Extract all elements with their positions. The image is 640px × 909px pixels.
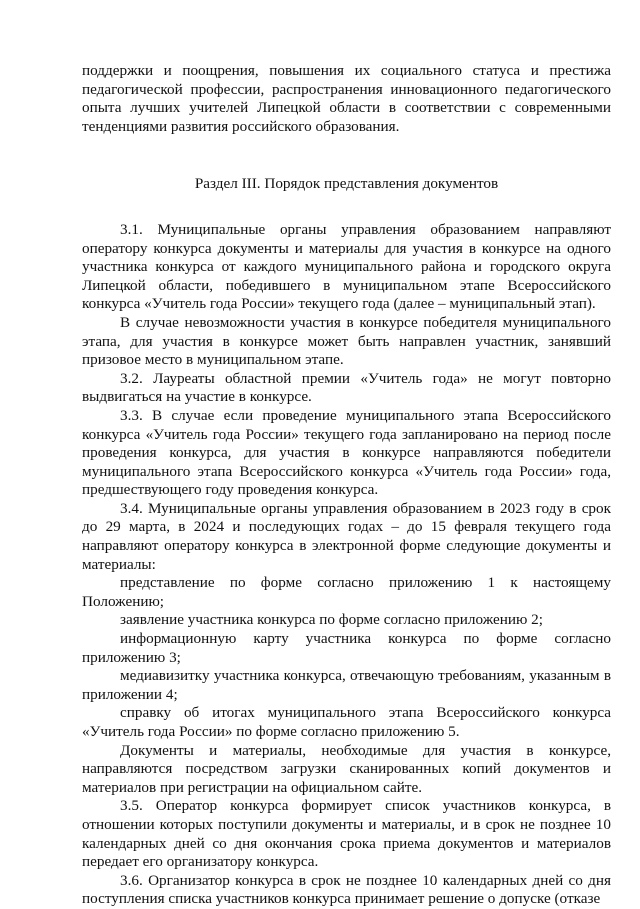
list-item-info-card: информационную карту участника конкурса по форме согласно приложению 3; xyxy=(82,630,611,666)
list-item-media-card: медиавизитку участника конкурса, отвечающую требованиям, указанным в приложении 4; xyxy=(82,667,611,703)
paragraph-3-3: 3.3. В случае если проведение муниципального этапа Всероссийского конкурса «Учитель года России» текущего года запланировано на период после проведения конкурса, для участия в конкурсе направляются победители муниципального этапа Всероссийского конкурса «Учитель года России» года, предшествующего году проведения конкурса. xyxy=(82,406,611,499)
list-item-application: заявление участника конкурса по форме согласно приложению 2; xyxy=(120,611,543,629)
paragraph-3-4: 3.4. Муниципальные органы управления образованием в 2023 году в срок до 29 марта, в 2024 и последующих годах – до 15 февраля текущего года направляют оператору конкурса в электронной форме следующие документы и материалы: xyxy=(82,499,611,573)
paragraph-documents-upload: Документы и материалы, необходимые для участия в конкурсе, направляются посредством загрузки сканированных копий документов и материалов при регистрации на официальном сайте. xyxy=(82,741,611,796)
paragraph-3-1-alternate: В случае невозможности участия в конкурсе победителя муниципального этапа, для участия в конкурсе может быть направлен участник, занявший призовое место в муниципальном этапе. xyxy=(82,313,611,369)
intro-paragraph: поддержки и поощрения, повышения их социального статуса и престижа педагогической профессии, распространения инновационного педагогического опыта лучших учителей Липецкой области в соответствии с современными тенденциями развития российского образования. xyxy=(82,62,611,135)
paragraph-3-2: 3.2. Лауреаты областной премии «Учитель года» не могут повторно выдвигаться на участие в конкурсе. xyxy=(82,369,611,406)
section-title: Раздел III. Порядок представления документов xyxy=(194,175,499,193)
paragraph-3-5: 3.5. Оператор конкурса формирует список участников конкурса, в отношении которых поступили документы и материалы, и в срок не позднее 10 календарных дней со дня окончания срока приема документов и материалов передает его организатору конкурса. xyxy=(82,797,611,871)
paragraph-3-1: 3.1. Муниципальные органы управления образованием направляют оператору конкурса документы и материалы для участия в конкурсе на одного участника конкурса от каждого муниципального района и городского округа Липецкой области, победившего в муниципальном этапе Всероссийского конкурса «Учитель года России» текущего года (далее – муниципальный этап). xyxy=(82,220,611,313)
list-item-results-certificate: справку об итогах муниципального этапа Всероссийского конкурса «Учитель года России» по форме согласно приложению 5. xyxy=(82,704,611,740)
paragraph-3-6: 3.6. Организатор конкурса в срок не позднее 10 календарных дней со дня поступления списка участников конкурса принимает решение о допуске (отказе xyxy=(82,871,611,908)
list-item-submission: представление по форме согласно приложению 1 к настоящему Положению; xyxy=(82,574,611,610)
